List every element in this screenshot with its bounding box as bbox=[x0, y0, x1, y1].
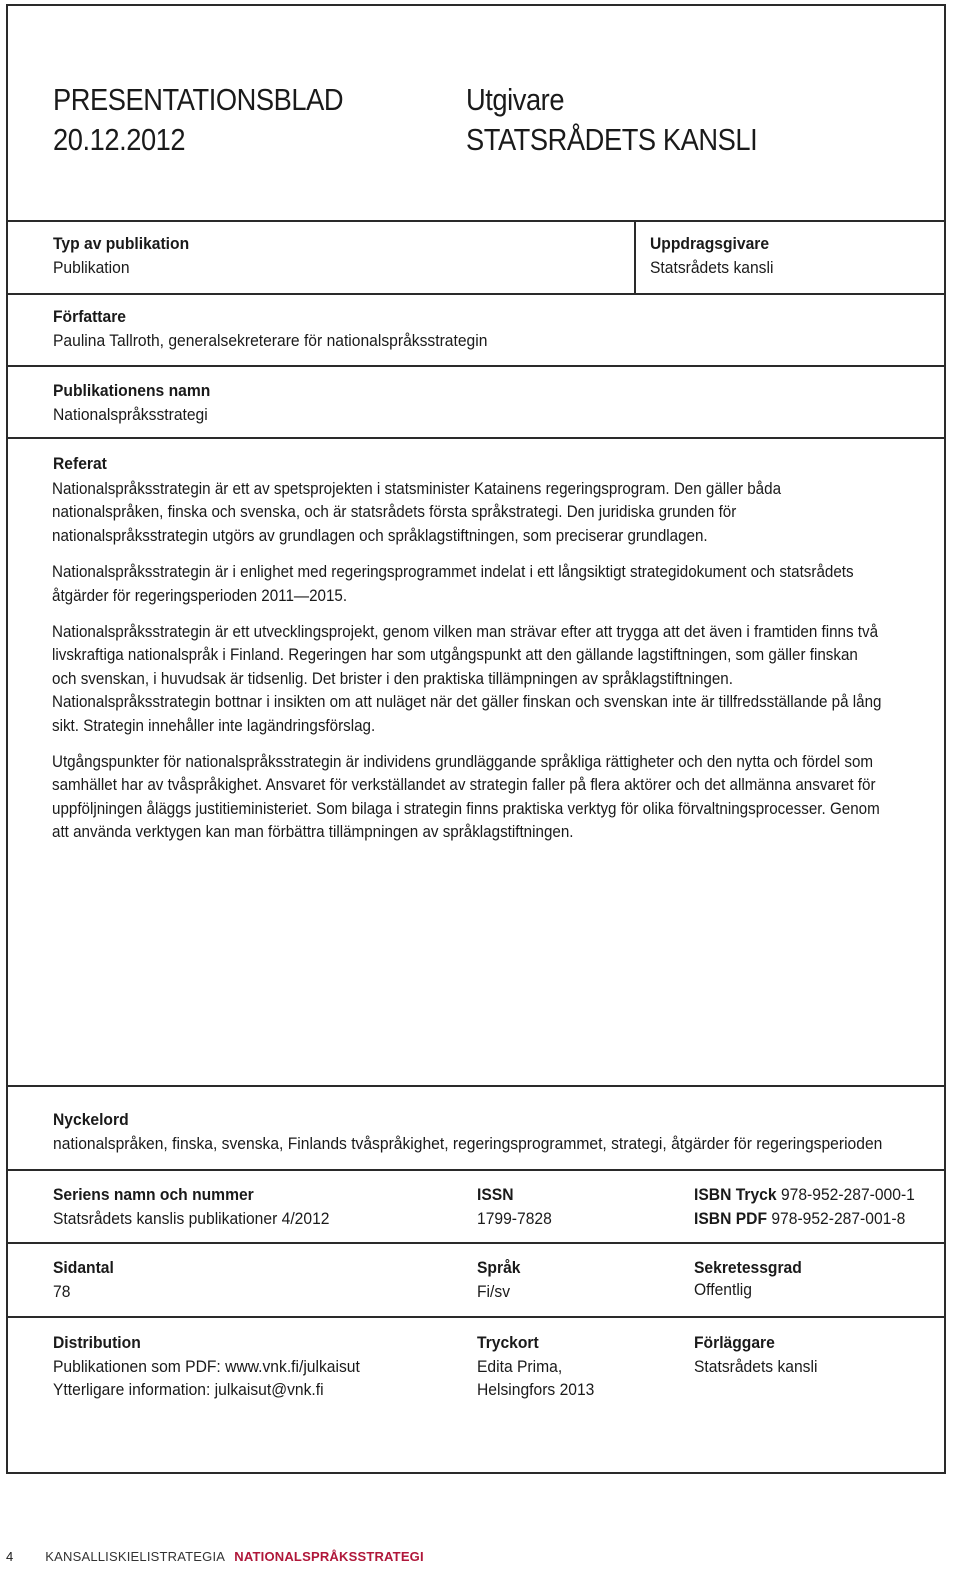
publisher-name: STATSRÅDETS KANSLI bbox=[466, 122, 758, 157]
divider-type bbox=[6, 293, 946, 295]
referat-label: Referat bbox=[53, 454, 107, 473]
language-label: Språk bbox=[477, 1258, 521, 1277]
referat-paragraph: Nationalspråksstrategin är ett av spetsprojekten i statsminister Katainens regeringsprogram. Den gäller båda nationalspråken, finska och svenska, och är statsrådets första språkstrategi. Den juridiska grunden för nationalspråksstrategin utgörs av grundlagen och språklagstiftningen, som preciserar grundlagen. bbox=[52, 480, 782, 545]
isbn-pdf bbox=[694, 1207, 905, 1230]
isbn-pdf-value: 978-952-287-001-8 bbox=[771, 1209, 906, 1228]
divider-pages bbox=[6, 1316, 946, 1318]
distribution-label: Distribution bbox=[53, 1333, 141, 1352]
client-value: Statsrådets kansli bbox=[650, 258, 774, 277]
referat-text bbox=[52, 478, 885, 858]
printer-name: Edita Prima, bbox=[477, 1357, 563, 1376]
divider-pubname bbox=[6, 437, 946, 439]
publication-type-value: Publikation bbox=[53, 258, 130, 277]
keywords-value: nationalspråken, finska, svenska, Finlands tvåspråkighet, regeringsprogrammet, strategi, åtgärder för regeringsperioden bbox=[53, 1134, 883, 1153]
publication-name-value: Nationalspråksstrategi bbox=[53, 405, 208, 424]
referat-paragraph: Nationalspråksstrategin är i enlighet med regeringsprogrammet indelat i ett långsiktigt strategidokument och statsrådets åtgärder för regeringsperioden 2011—2015. bbox=[52, 563, 854, 605]
publisher-label: Förläggare bbox=[694, 1333, 775, 1352]
issn-label: ISSN bbox=[477, 1185, 514, 1204]
author-label: Författare bbox=[53, 307, 127, 326]
secrecy-value: Offentlig bbox=[694, 1280, 752, 1299]
divider-vertical-client bbox=[634, 220, 636, 295]
pages-label: Sidantal bbox=[53, 1258, 114, 1277]
isbn-print-value: 978-952-287-000-1 bbox=[780, 1185, 915, 1204]
distribution-pdf: Publikationen som PDF: www.vnk.fi/julkaisut bbox=[53, 1357, 360, 1376]
series-label: Seriens namn och nummer bbox=[53, 1185, 254, 1204]
publisher-heading: Utgivare bbox=[466, 82, 565, 117]
printer-label: Tryckort bbox=[477, 1333, 539, 1352]
referat-paragraph: Nationalspråksstrategin är ett utvecklingsprojekt, genom vilken man strävar efter att trygga att det även i framtiden finns två livskraftiga nationalspråk i Finland. Regeringen har som utgångspunkt att den gällande lagstiftningen, som gäller finskan och svenskan, i huvudsak är tidsenlig. Det brister i den praktiska tillämpningen av språklagstiftningen. Nationalspråksstrategin bottnar i insikten om att nuläget när det gäller finskan och svenskan inte är tillfredsställande på lång sikt. Strategin innehåller inte lagändringsförslag. bbox=[52, 623, 882, 735]
publication-type-label: Typ av publikation bbox=[53, 234, 190, 253]
divider-author bbox=[6, 365, 946, 367]
author-value: Paulina Tallroth, generalsekreterare för nationalspråksstrategin bbox=[53, 331, 488, 350]
page-footer bbox=[6, 1549, 424, 1564]
referat-paragraph: Utgångspunkter för nationalspråksstrategin är individens grundläggande språkliga rättigheter och den nytta och fördel som samhället har av tvåspråkighet. Ansvaret för verkställandet av strategin faller på flera aktörer och det allmänna ansvaret för uppföljningen åläggs justitieministeriet. Som bilaga i strategin finns praktiska verktyg för olika förvaltningsprocesser. Genom att använda verktygen kan man förbättra tillämpningen av språklagstiftningen. bbox=[52, 753, 880, 842]
printer-place: Helsingfors 2013 bbox=[477, 1380, 595, 1399]
footer-series: KANSALLISKIELISTRATEGIA bbox=[45, 1549, 225, 1564]
publication-name-label: Publikationens namn bbox=[53, 381, 211, 400]
sheet-date: 20.12.2012 bbox=[53, 122, 186, 157]
divider-series bbox=[6, 1242, 946, 1244]
issn-value: 1799-7828 bbox=[477, 1209, 552, 1228]
pages-value: 78 bbox=[53, 1282, 71, 1301]
secrecy-label: Sekretessgrad bbox=[694, 1258, 802, 1277]
divider-keywords bbox=[6, 1169, 946, 1171]
footer-title: NATIONALSPRÅKSSTRATEGI bbox=[234, 1549, 424, 1564]
isbn-print-label: ISBN Tryck bbox=[694, 1185, 777, 1204]
publisher-value: Statsrådets kansli bbox=[694, 1357, 818, 1376]
isbn-pdf-label: ISBN PDF bbox=[694, 1209, 767, 1228]
series-value: Statsrådets kanslis publikationer 4/2012 bbox=[53, 1209, 330, 1228]
sheet-title: PRESENTATIONSBLAD bbox=[53, 82, 344, 117]
language-value: Fi/sv bbox=[477, 1282, 511, 1301]
divider-referat bbox=[6, 1085, 946, 1087]
page-number: 4 bbox=[6, 1549, 14, 1564]
distribution-info: Ytterligare information: julkaisut@vnk.fi bbox=[53, 1380, 324, 1399]
client-label: Uppdragsgivare bbox=[650, 234, 770, 253]
isbn-print bbox=[694, 1183, 915, 1206]
divider-header bbox=[6, 220, 946, 222]
keywords-label: Nyckelord bbox=[53, 1110, 129, 1129]
